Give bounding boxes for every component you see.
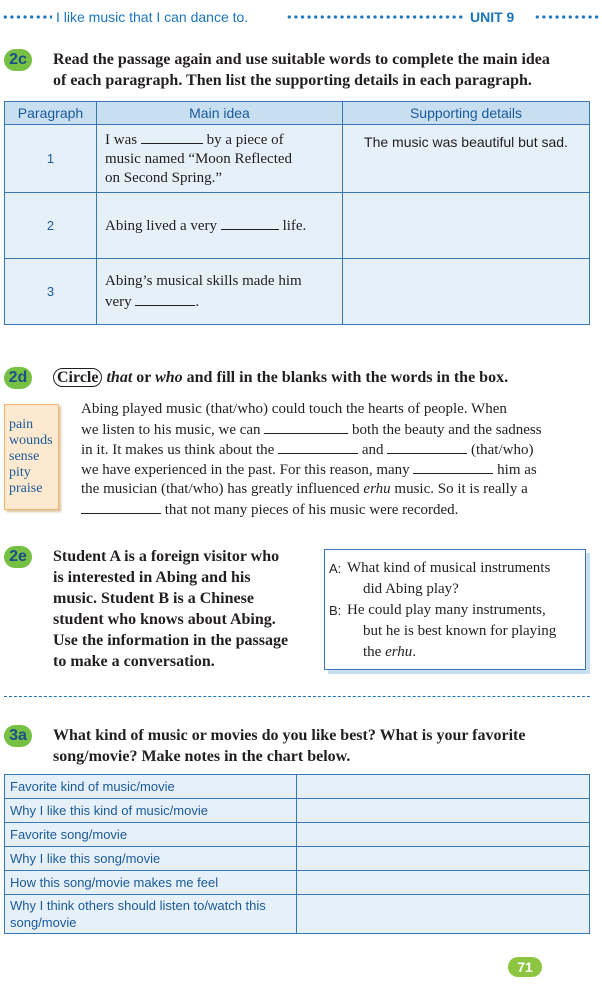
table-row — [5, 125, 590, 193]
instruction-2e-line: student who knows about Abing. — [53, 611, 276, 628]
instruction-2e-line: Student A is a foreign visitor who — [53, 548, 280, 565]
passage-line — [81, 419, 585, 439]
text-fragment: I was — [105, 132, 138, 148]
instruction-2d-rest: and fill in the blanks with the words in the box. — [186, 369, 509, 386]
dialogue-line-a — [329, 558, 579, 600]
word-box-item: pain — [9, 417, 34, 432]
table-row — [5, 775, 590, 799]
text-fragment: music. So it is really a — [394, 481, 528, 497]
word-or: or — [136, 369, 152, 386]
text-fragment: the — [363, 644, 382, 660]
text-fragment: . — [412, 644, 417, 660]
speaker-b: B: — [329, 603, 342, 618]
word-who: who — [155, 369, 183, 386]
main-idea-cell — [97, 125, 343, 193]
table-row — [5, 895, 590, 934]
text-fragment: very — [105, 293, 132, 310]
supporting-details-cell: The music was beautiful but sad. — [343, 125, 590, 193]
table-row — [5, 799, 590, 823]
page-number: 71 — [508, 957, 542, 977]
row-label: Favorite kind of music/movie — [5, 775, 297, 799]
section-badge-3a: 3a — [4, 725, 32, 747]
text-fragment: by a piece of — [206, 132, 284, 148]
table-header-row — [5, 102, 590, 125]
instruction-3a-line1: What kind of music or movies do you like best? What is your favorite — [53, 727, 526, 744]
passage-line: Abing played music (that/who) could touch the hearts of people. When — [81, 401, 507, 417]
instruction-3a — [53, 725, 593, 767]
text-fragment: the musician (that/who) has greatly influenced — [81, 481, 360, 497]
speaker-a: A: — [329, 561, 342, 576]
supporting-details-cell[interactable] — [343, 259, 590, 325]
text-fragment: (that/who) — [470, 442, 534, 458]
word-box-item: pity — [9, 465, 31, 480]
italic-word: erhu — [385, 644, 413, 660]
dialogue-text: did Abing play? — [363, 581, 459, 597]
row-label: Favorite song/movie — [5, 823, 297, 847]
word-that: that — [106, 369, 133, 386]
dialogue-line-b — [329, 600, 579, 663]
table-row — [5, 823, 590, 847]
notes-cell[interactable] — [297, 799, 590, 823]
row-number: 1 — [5, 125, 97, 193]
passage-line — [81, 439, 585, 459]
instruction-2e-line: Use the information in the passage — [53, 632, 289, 649]
instruction-2d — [53, 367, 593, 388]
section-divider — [4, 696, 590, 697]
text-fragment: in it. It makes us think about the — [81, 442, 275, 458]
header-dots-right — [534, 14, 600, 20]
section-badge-2d: 2d — [4, 367, 32, 389]
text-fragment: we have experienced in the past. For this reason, many — [81, 462, 410, 478]
row-label-line: song/movie — [10, 915, 77, 930]
instruction-2c-line2: of each paragraph. Then list the supporting details in each paragraph. — [53, 72, 532, 89]
text-fragment: Abing lived a very — [105, 218, 218, 234]
unit-label: UNIT 9 — [470, 9, 515, 25]
row-label — [5, 895, 297, 934]
main-idea-cell — [97, 193, 343, 259]
section-badge-2c: 2c — [4, 49, 32, 71]
blank-line[interactable] — [413, 459, 493, 474]
blank-line[interactable] — [278, 439, 358, 454]
notes-cell[interactable] — [297, 823, 590, 847]
circled-word: Circle — [53, 368, 102, 387]
text-fragment: . — [195, 293, 200, 310]
blank-line[interactable] — [387, 439, 467, 454]
row-label-line: Why I think others should listen to/watch this — [10, 898, 266, 913]
row-number: 2 — [5, 193, 97, 259]
dialogue-text: but he is best known for playing — [363, 623, 557, 639]
row-label: How this song/movie makes me feel — [5, 871, 297, 895]
dialogue-text: What kind of musical instruments — [347, 560, 551, 576]
text-fragment: on Second Spring.” — [105, 170, 223, 186]
word-box-item: wounds — [9, 433, 53, 448]
table-row — [5, 259, 590, 325]
blank-line[interactable] — [221, 215, 279, 230]
instruction-2e — [53, 546, 321, 672]
passage-2d — [81, 399, 585, 519]
instruction-3a-line2: song/movie? Make notes in the chart below. — [53, 748, 351, 765]
italic-word: erhu — [363, 481, 391, 497]
text-fragment: and — [361, 442, 384, 458]
blank-line[interactable] — [264, 419, 348, 434]
row-label: Why I like this kind of music/movie — [5, 799, 297, 823]
notes-chart — [4, 774, 590, 934]
col-paragraph: Paragraph — [5, 102, 97, 125]
instruction-2e-line: to make a conversation. — [53, 653, 215, 670]
dialogue-text — [347, 642, 579, 663]
notes-cell[interactable] — [297, 871, 590, 895]
word-box — [4, 404, 59, 510]
main-idea-cell — [97, 259, 343, 325]
text-fragment: we listen to his music, we can — [81, 422, 261, 438]
col-supporting-details: Supporting details — [343, 102, 590, 125]
instruction-2c-line1: Read the passage again and use suitable words to complete the main idea — [53, 51, 550, 68]
table-row — [5, 193, 590, 259]
instruction-2c — [53, 49, 593, 91]
text-fragment: life. — [282, 218, 307, 234]
word-box-item: praise — [9, 481, 43, 496]
supporting-details-cell[interactable] — [343, 193, 590, 259]
notes-cell[interactable] — [297, 895, 590, 934]
row-number: 3 — [5, 259, 97, 325]
passage-line — [81, 459, 585, 479]
word-box-item: sense — [9, 449, 40, 464]
text-fragment: both the beauty and the sadness — [352, 422, 542, 438]
main-idea-table — [4, 101, 590, 325]
text-fragment: music named “Moon Reflected — [105, 151, 293, 167]
dialogue-box — [324, 549, 586, 670]
unit-title: I like music that I can dance to. — [56, 9, 249, 25]
col-main-idea: Main idea — [97, 102, 343, 125]
instruction-2e-line: music. Student B is a Chinese — [53, 590, 254, 607]
text-fragment: that not many pieces of his music were recorded. — [164, 502, 459, 518]
row-label: Why I like this song/movie — [5, 847, 297, 871]
header-dots-middle — [286, 14, 464, 20]
passage-line — [81, 499, 585, 519]
header-dots-left — [2, 14, 52, 20]
instruction-2e-line: is interested in Abing and his — [53, 569, 251, 586]
passage-line — [81, 479, 585, 499]
notes-cell[interactable] — [297, 775, 590, 799]
notes-cell[interactable] — [297, 847, 590, 871]
dialogue-text: He could play many instruments, — [347, 602, 546, 618]
blank-line[interactable] — [135, 291, 195, 306]
blank-line[interactable] — [81, 499, 161, 514]
text-fragment: Abing’s musical skills made him — [105, 272, 302, 289]
table-row — [5, 871, 590, 895]
text-fragment: him as — [497, 462, 537, 478]
page-header — [0, 8, 602, 30]
section-badge-2e: 2e — [4, 546, 32, 568]
table-row — [5, 847, 590, 871]
blank-line[interactable] — [141, 129, 203, 144]
